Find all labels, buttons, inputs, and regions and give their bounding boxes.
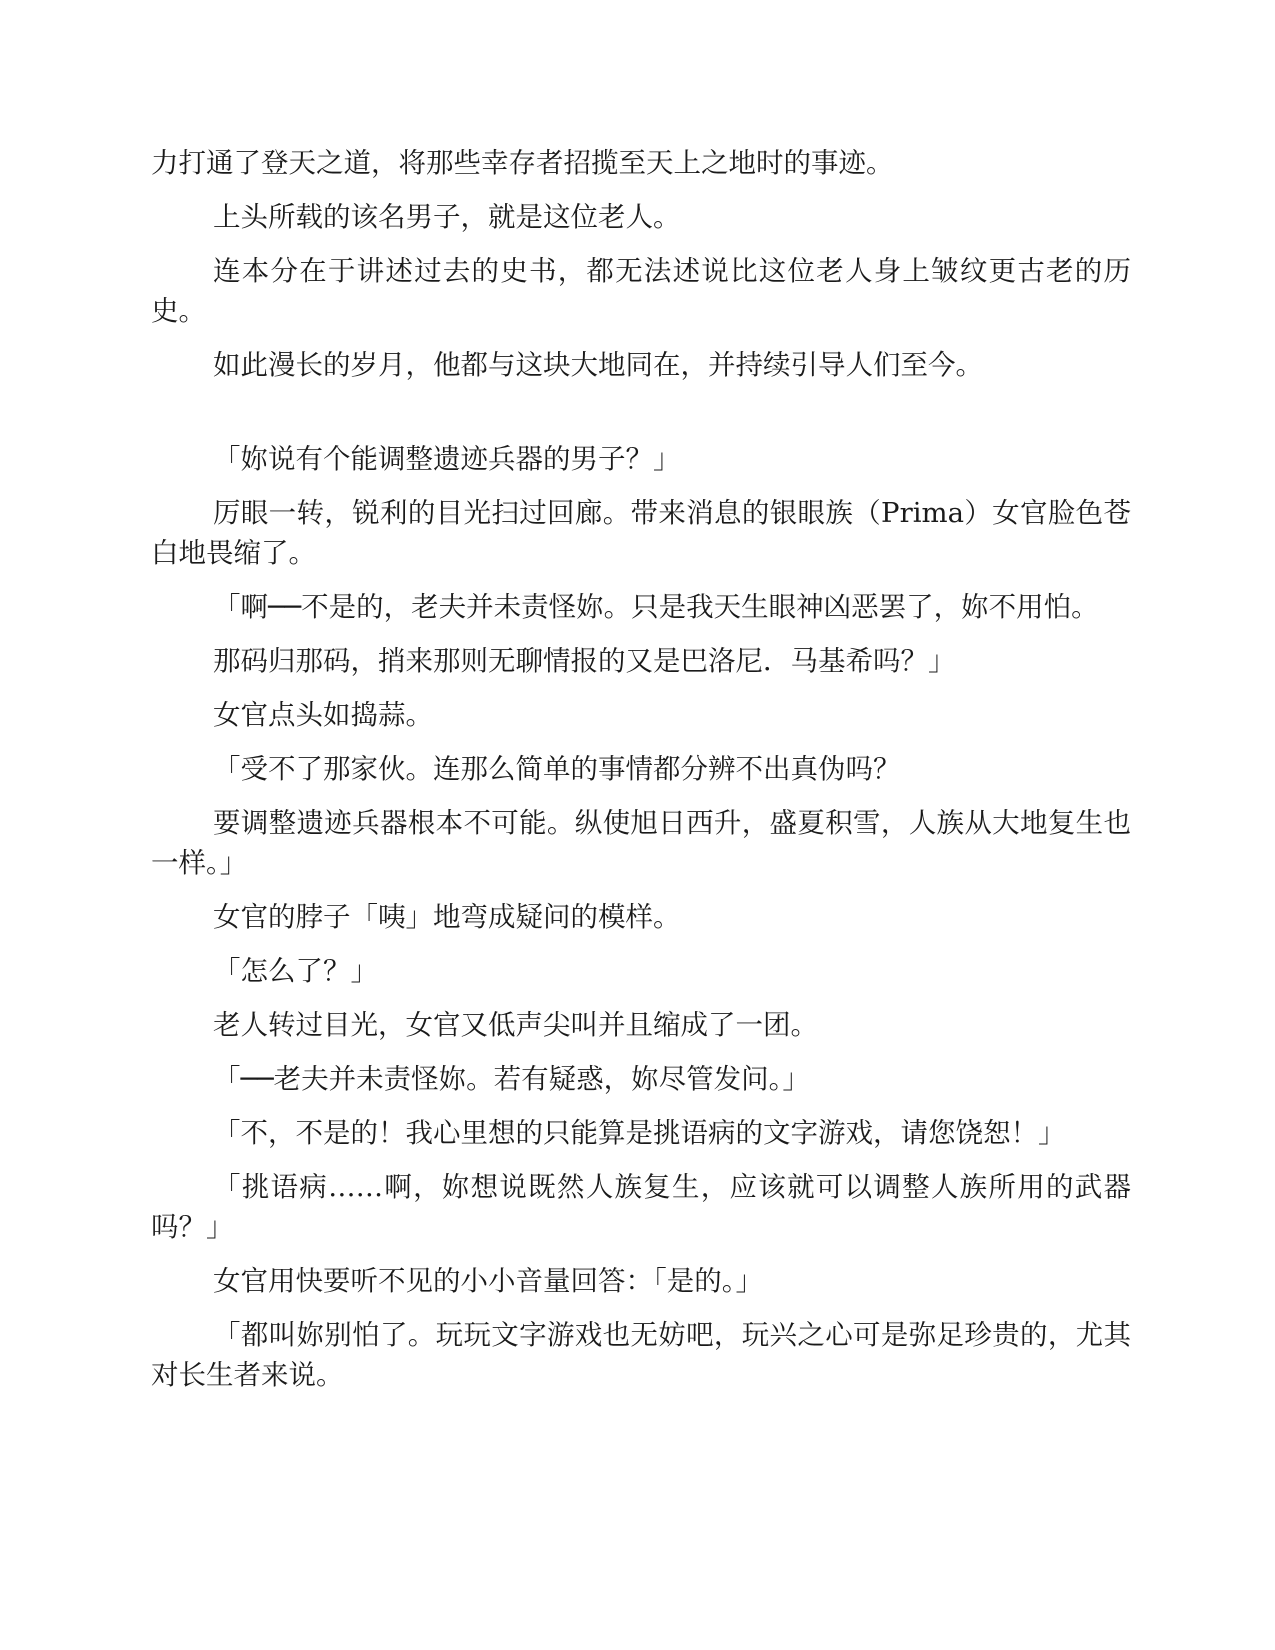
- dialogue-paragraph: 「受不了那家伙。连那么简单的事情都分辨不出真伪吗？: [213, 753, 901, 785]
- dialogue-paragraph: 「妳说有个能调整遗迹兵器的男子？」: [213, 443, 681, 475]
- paragraph: 厉眼一转，锐利的目光扫过回廊。带来消息的银眼族（Prima）女官脸色苍白地畏缩了。: [151, 497, 1131, 569]
- paragraph: 老人转过目光，女官又低声尖叫并且缩成了一团。: [213, 1009, 818, 1041]
- paragraph: 上头所载的该名男子，就是这位老人。: [213, 201, 681, 233]
- paragraph: 那码归那码，捎来那则无聊情报的又是巴洛尼．马基希吗？」: [213, 645, 956, 677]
- dialogue-paragraph: 「啊──不是的，老夫并未责怪妳。只是我天生眼神凶恶罢了，妳不用怕。: [213, 591, 1099, 623]
- dialogue-paragraph: 「挑语病……啊，妳想说既然人族复生，应该就可以调整人族所用的武器吗？」: [151, 1171, 1131, 1243]
- paragraph: 女官用快要听不见的小小音量回答：「是的。」: [213, 1265, 763, 1297]
- document-page: [151, 143, 1131, 1409]
- paragraph: 女官的脖子「咦」地弯成疑问的模样。: [213, 901, 681, 933]
- paragraph: 如此漫长的岁月，他都与这块大地同在，并持续引导人们至今。: [213, 349, 983, 381]
- dialogue-paragraph: 「怎么了？」: [213, 955, 378, 987]
- paragraph: 连本分在于讲述过去的史书，都无法述说比这位老人身上皱纹更古老的历史。: [151, 255, 1131, 327]
- dialogue-paragraph: 「──老夫并未责怪妳。若有疑惑，妳尽管发问。」: [213, 1063, 810, 1095]
- dialogue-paragraph: 「都叫妳别怕了。玩玩文字游戏也无妨吧，玩兴之心可是弥足珍贵的，尤其对长生者来说。: [151, 1319, 1131, 1391]
- dialogue-paragraph: 「不，不是的！我心里想的只能算是挑语病的文字游戏，请您饶恕！」: [213, 1117, 1066, 1149]
- section-break: [151, 399, 1131, 439]
- paragraph: 要调整遗迹兵器根本不可能。纵使旭日西升，盛夏积雪，人族从大地复生也一样。」: [151, 807, 1131, 879]
- paragraph: 女官点头如捣蒜。: [213, 699, 433, 731]
- paragraph-continuation: 力打通了登天之道，将那些幸存者招揽至天上之地时的事迹。: [151, 147, 894, 179]
